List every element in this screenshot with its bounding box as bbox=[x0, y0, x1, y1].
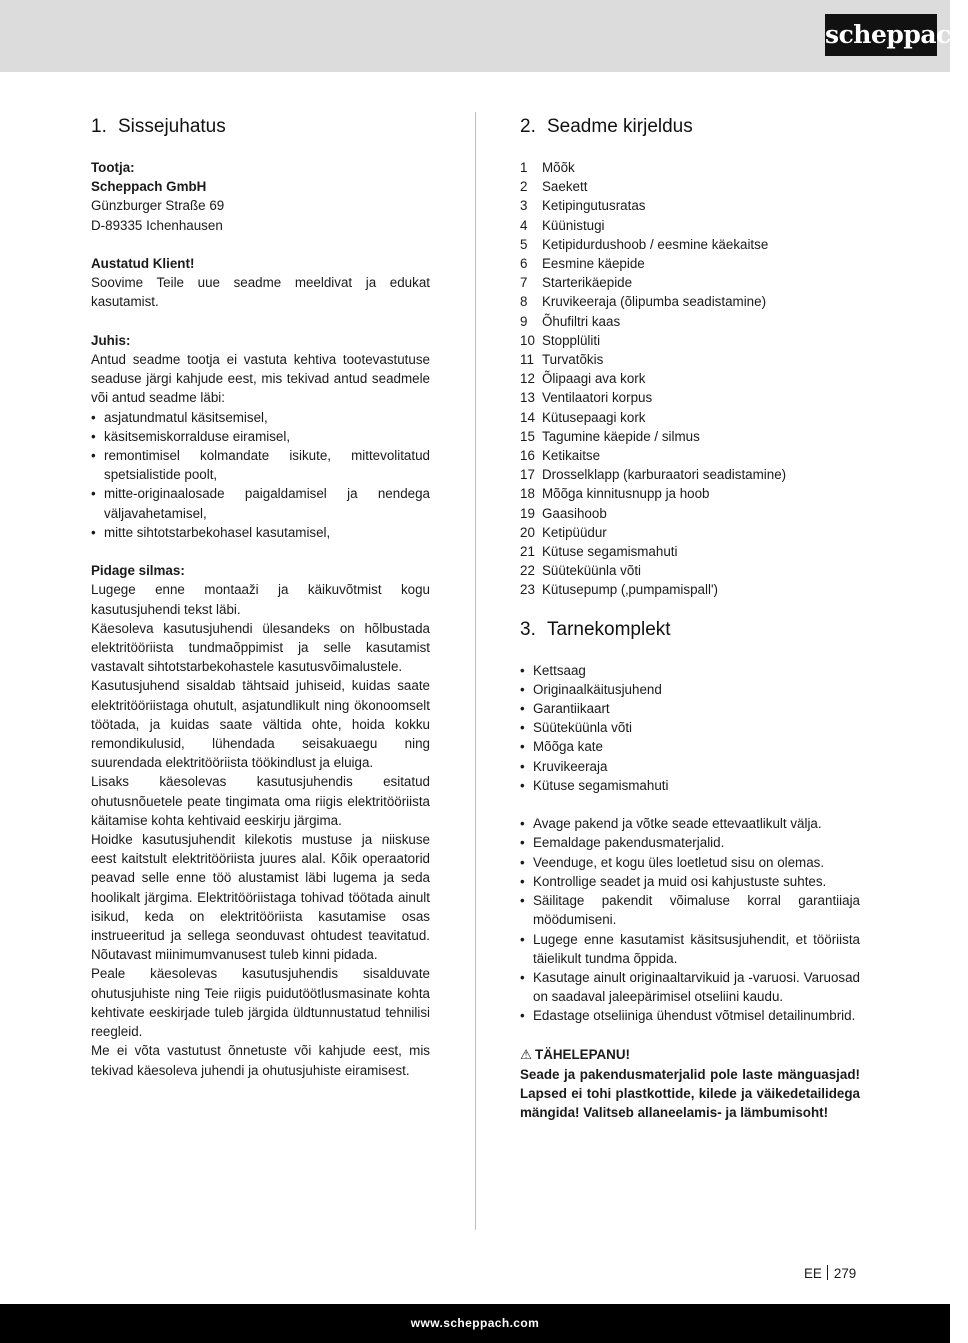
remember-title: Pidage silmas: bbox=[91, 563, 185, 579]
part-number: 4 bbox=[520, 217, 528, 233]
part-label: Kütusepump (‚pumpamispall') bbox=[542, 582, 718, 598]
part-label: Õlipaagi ava kork bbox=[542, 371, 646, 387]
part-label: Mõõga kinnitusnupp ja hoob bbox=[542, 486, 710, 502]
section-heading-delivery-scope: 3. Tarnekomplekt bbox=[520, 618, 671, 640]
list-item: • Kontrollige seadet ja muid osi kahjustuste suhtes. bbox=[520, 872, 860, 891]
list-item: • Kasutage ainult originaaltarvikuid ja -varuosi. Varuosad on saadaval jaleepärimisel otseliini kaudu. bbox=[520, 968, 860, 1006]
maker-street: Günzburger Straße 69 bbox=[91, 198, 225, 214]
right-column bbox=[520, 114, 860, 1123]
part-number: 13 bbox=[520, 390, 535, 406]
list-item: • Mõõga kate bbox=[520, 737, 860, 756]
part-label: Ketikaitse bbox=[542, 448, 601, 464]
list-item: • remontimisel kolmandate isikute, mittevolitatud spetsialistide poolt, bbox=[91, 446, 430, 484]
list-item bbox=[520, 292, 860, 311]
part-number: 5 bbox=[520, 236, 528, 252]
list-item: • mitte sihtotstarbekohasel kasutamisel, bbox=[91, 523, 430, 542]
paragraph: Kasutusjuhend sisaldab tähtsaid juhiseid, kuidas saate elektritööriistaga ohutult, asjatundlikult ning ökonoomselt töötada, ja kuidas saate vältida ohte, hoida kokku remondikulusid, lühendada seisakuaegu ning suurendada elektritööriista töökindlust ja eluiga. bbox=[91, 678, 430, 771]
part-number: 11 bbox=[520, 352, 534, 368]
paragraph: Lisaks käesolevas kasutusjuhendis esitatud ohutusnõuetele peate tingimata oma riigis elektritööriista käitamise kohta kehtivaid eeskirju järgima. bbox=[91, 774, 430, 828]
part-number: 19 bbox=[520, 505, 535, 521]
part-number: 14 bbox=[520, 409, 535, 425]
part-label: Gaasihoob bbox=[542, 505, 607, 521]
warning-triangle-icon: ⚠ bbox=[520, 1047, 533, 1063]
maker-label: Tootja: bbox=[91, 160, 135, 175]
part-label: Ventilaatori korpus bbox=[542, 390, 653, 406]
part-number: 6 bbox=[520, 256, 528, 272]
list-item bbox=[520, 312, 860, 331]
list-item: • Kettsaag bbox=[520, 661, 860, 680]
footer-bar bbox=[0, 1304, 950, 1343]
part-label: Eesmine käepide bbox=[542, 256, 645, 272]
list-item: • Eemaldage pakendusmaterjalid. bbox=[520, 833, 860, 852]
list-item: • Lugege enne kasutamist käsitsusjuhendit, et tööriista täielikult tundma õppida. bbox=[520, 930, 860, 968]
part-label: Ketipidurdushoob / eesmine käekaitse bbox=[542, 236, 769, 252]
list-item bbox=[520, 580, 860, 599]
column-divider bbox=[475, 112, 476, 1230]
section-heading-introduction: 1. Sissejuhatus bbox=[91, 116, 226, 137]
list-item: • Veenduge, et kogu üles loetletud sisu on olemas. bbox=[520, 853, 860, 872]
list-item: • Säilitage pakendit võimaluse korral garantiiaja möödumiseni. bbox=[520, 891, 860, 929]
part-label: Kütusepaagi kork bbox=[542, 409, 646, 425]
paragraph: Lugege enne montaaži ja käikuvõtmist kogu kasutusjuhendi tekst läbi. bbox=[91, 582, 430, 617]
list-item bbox=[520, 196, 860, 215]
part-number: 1 bbox=[520, 160, 528, 175]
list-item bbox=[520, 235, 860, 254]
maker-city: D-89335 Ichenhausen bbox=[91, 217, 223, 233]
supply-list bbox=[520, 661, 860, 795]
part-number: 17 bbox=[520, 467, 535, 483]
list-item: • Kruvikeeraja bbox=[520, 757, 860, 776]
part-label: Starterikäepide bbox=[542, 275, 633, 291]
note-list bbox=[91, 408, 430, 542]
part-label: Turvatõkis bbox=[542, 352, 604, 368]
list-item bbox=[520, 561, 860, 580]
list-item: • Edastage otseliiniga ühendust võtmisel detailinumbrid. bbox=[520, 1006, 860, 1025]
part-label: Süüteküünla võti bbox=[542, 563, 642, 579]
part-label: Kruvikeeraja (õlipumba seadistamine) bbox=[542, 294, 767, 310]
part-label: Tagumine käepide / silmus bbox=[542, 428, 700, 444]
part-number: 20 bbox=[520, 524, 535, 540]
paragraph: Hoidke kasutusjuhendit kilekotis mustuse ja niiskuse eest kaitstult elektritööriista juures alal. Kõik operaatorid peavad selle enne töö alustamist läbi lugema ja seda hoolikalt järgima. Elektritööriistaga tohivad töötada ainult isikud, keda on elektritööriista kasutamise osas instrueeritud ja sellega seonduvast ohtudest teavitatud. Nõutavast miinimumvanusest tuleb kinni pidada. bbox=[91, 832, 430, 963]
website-link[interactable]: www.scheppach.com bbox=[410, 1316, 540, 1330]
list-item: • Originaalkäitusjuhend bbox=[520, 680, 860, 699]
list-item: • Avage pakend ja võtke seade ettevaatlikult välja. bbox=[520, 814, 860, 833]
part-number: 16 bbox=[520, 448, 535, 464]
section-heading-device-description: 2. Seadme kirjeldus bbox=[520, 116, 693, 137]
part-label: Küünistugi bbox=[542, 217, 605, 233]
language-code: EE bbox=[804, 1266, 822, 1281]
scheppach-logo: scheppach bbox=[825, 14, 937, 56]
part-number: 15 bbox=[520, 428, 535, 444]
list-item bbox=[520, 542, 860, 561]
parts-list bbox=[520, 158, 860, 600]
part-label: Drosselklapp (karburaatori seadistamine) bbox=[542, 467, 787, 483]
part-number: 8 bbox=[520, 294, 528, 310]
part-number: 7 bbox=[520, 275, 528, 291]
part-label: Ketipüüdur bbox=[542, 524, 607, 540]
part-number: 3 bbox=[520, 198, 528, 214]
part-number: 18 bbox=[520, 486, 535, 502]
part-label: Stopplüliti bbox=[542, 332, 601, 348]
paragraph: Peale käesolevas kasutusjuhendis sisalduvate ohutusjuhiste ning Teie riigis puidutöötlusmasinate kohta kehtivate eeskirjade tuleb järgida üldtunnustatud tehnilisi reegleid. bbox=[91, 966, 430, 1040]
part-number: 21 bbox=[520, 544, 535, 560]
list-item bbox=[520, 177, 860, 196]
note-title: Juhis: bbox=[91, 332, 131, 348]
part-label: Ketipingutusratas bbox=[542, 198, 646, 214]
paragraph: Me ei võta vastutust õnnetuste või kahjude eest, mis tekivad käesoleva juhendi ja ohutusjuhiste eiramisest. bbox=[91, 1043, 430, 1078]
list-item bbox=[520, 484, 860, 503]
part-number: 9 bbox=[520, 313, 528, 329]
part-number: 22 bbox=[520, 563, 535, 579]
note-text: Antud seadme tootja ei vastuta kehtiva tootevastutuse seaduse järgi kahjude eest, mis tekivad antud seadmele või antud seadme läbi: bbox=[91, 352, 430, 406]
list-item bbox=[520, 388, 860, 407]
part-label: Saekett bbox=[542, 179, 588, 195]
part-number: 2 bbox=[520, 179, 528, 195]
part-label: Mõõk bbox=[542, 160, 575, 175]
list-item bbox=[520, 216, 860, 235]
list-item bbox=[520, 254, 860, 273]
list-item bbox=[520, 427, 860, 446]
paragraph: Käesoleva kasutusjuhendi ülesandeks on hõlbustada elektritööriista tundmaõppimist ja selle kasutamist vastavalt sihtotstarbekohastele kasutusvõimalustele. bbox=[91, 620, 430, 675]
unpacking-steps-list bbox=[520, 814, 860, 1025]
page-number-value: 279 bbox=[833, 1266, 857, 1281]
list-item bbox=[520, 523, 860, 542]
list-item bbox=[520, 331, 860, 350]
part-label: Kütuse segamismahuti bbox=[542, 544, 678, 560]
warning-title: ⚠ TÄHELEPANU! bbox=[520, 1046, 630, 1063]
maker-name: Scheppach GmbH bbox=[91, 179, 207, 195]
warning-text: Seade ja pakendusmaterjalid pole laste mänguasjad! Lapsed ei tohi plastkottide, kilede ja väikedetailidega mängida! Valitseb allaneelamis- ja lämbumisoht! bbox=[520, 1066, 860, 1121]
greeting-text: Soovime Teile uue seadme meeldivat ja edukat kasutamist. bbox=[91, 275, 430, 310]
list-item: • käsitsemiskorralduse eiramisel, bbox=[91, 427, 430, 446]
list-item: • Süüteküünla võti bbox=[520, 718, 860, 737]
part-number: 23 bbox=[520, 582, 535, 598]
part-number: 12 bbox=[520, 371, 535, 387]
part-label: Õhufiltri kaas bbox=[542, 313, 621, 329]
list-item bbox=[520, 465, 860, 484]
list-item bbox=[520, 504, 860, 523]
list-item bbox=[520, 369, 860, 388]
list-item bbox=[520, 446, 860, 465]
list-item bbox=[520, 158, 860, 177]
page-number bbox=[804, 1265, 856, 1283]
left-column bbox=[91, 114, 430, 1080]
list-item: • Kütuse segamismahuti bbox=[520, 776, 860, 795]
list-item bbox=[520, 273, 860, 292]
list-item bbox=[520, 408, 860, 427]
header-bar bbox=[0, 0, 968, 72]
list-item: • Garantiikaart bbox=[520, 699, 860, 718]
list-item: • mitte-originaalosade paigaldamisel ja nendega väljavahetamisel, bbox=[91, 484, 430, 522]
list-item bbox=[520, 350, 860, 369]
greeting-title: Austatud Klient! bbox=[91, 256, 195, 271]
part-number: 10 bbox=[520, 332, 535, 348]
list-item: • asjatundmatul käsitsemisel, bbox=[91, 408, 430, 427]
